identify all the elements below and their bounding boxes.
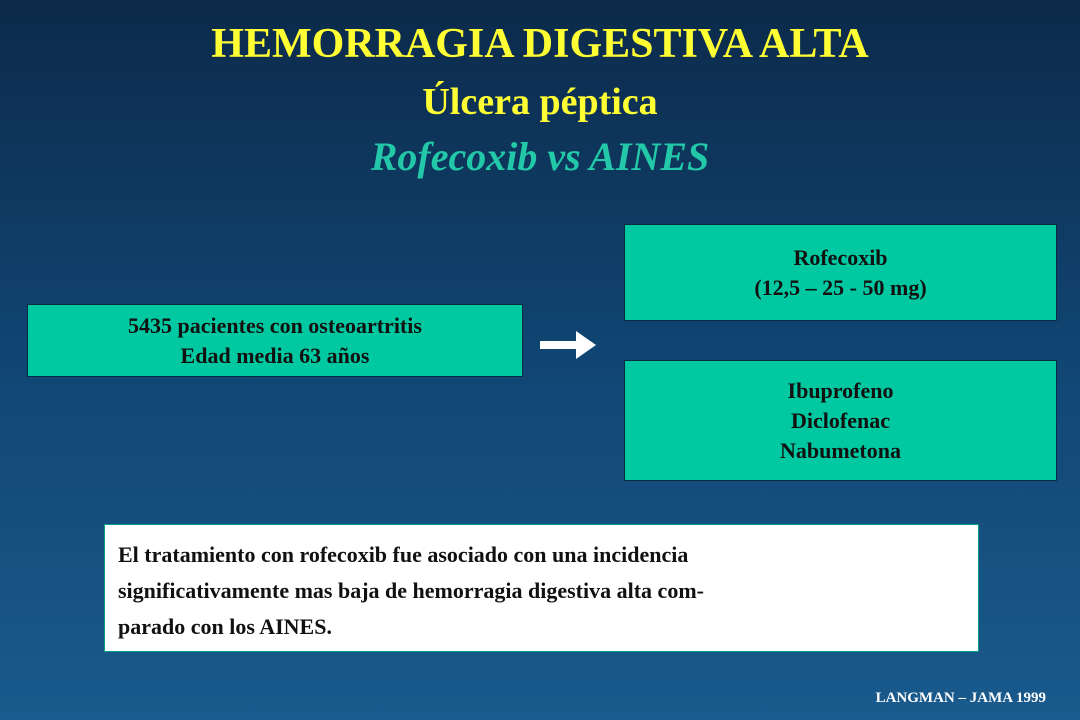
aines-drug-diclofenac: Diclofenac — [791, 407, 890, 433]
right-arrow-icon — [540, 331, 596, 359]
study-population-count: 5435 pacientes con osteoartritis — [128, 312, 422, 338]
rofecoxib-group-box — [624, 224, 1057, 321]
conclusion-box — [104, 524, 979, 652]
aines-drug-ibuprofeno: Ibuprofeno — [787, 377, 894, 403]
rofecoxib-label: Rofecoxib — [793, 244, 888, 270]
study-population-box — [27, 304, 523, 377]
conclusion-line: El tratamiento con rofecoxib fue asociado con una incidencia — [118, 542, 689, 567]
citation: LANGMAN – JAMA 1999 — [875, 690, 1046, 706]
slide-subtitle: Úlcera péptica — [422, 81, 658, 123]
conclusion-line: significativamente mas baja de hemorragia digestiva alta com- — [118, 578, 704, 603]
rofecoxib-dose: (12,5 – 25 - 50 mg) — [754, 274, 927, 300]
aines-group-box — [624, 360, 1057, 481]
slide-title: HEMORRAGIA DIGESTIVA ALTA — [211, 21, 869, 67]
comparison-subtitle: Rofecoxib vs AINES — [370, 134, 710, 179]
conclusion-line: parado con los AINES. — [118, 614, 332, 639]
study-population-age: Edad media 63 años — [180, 342, 370, 368]
aines-drug-nabumetona: Nabumetona — [779, 437, 901, 463]
